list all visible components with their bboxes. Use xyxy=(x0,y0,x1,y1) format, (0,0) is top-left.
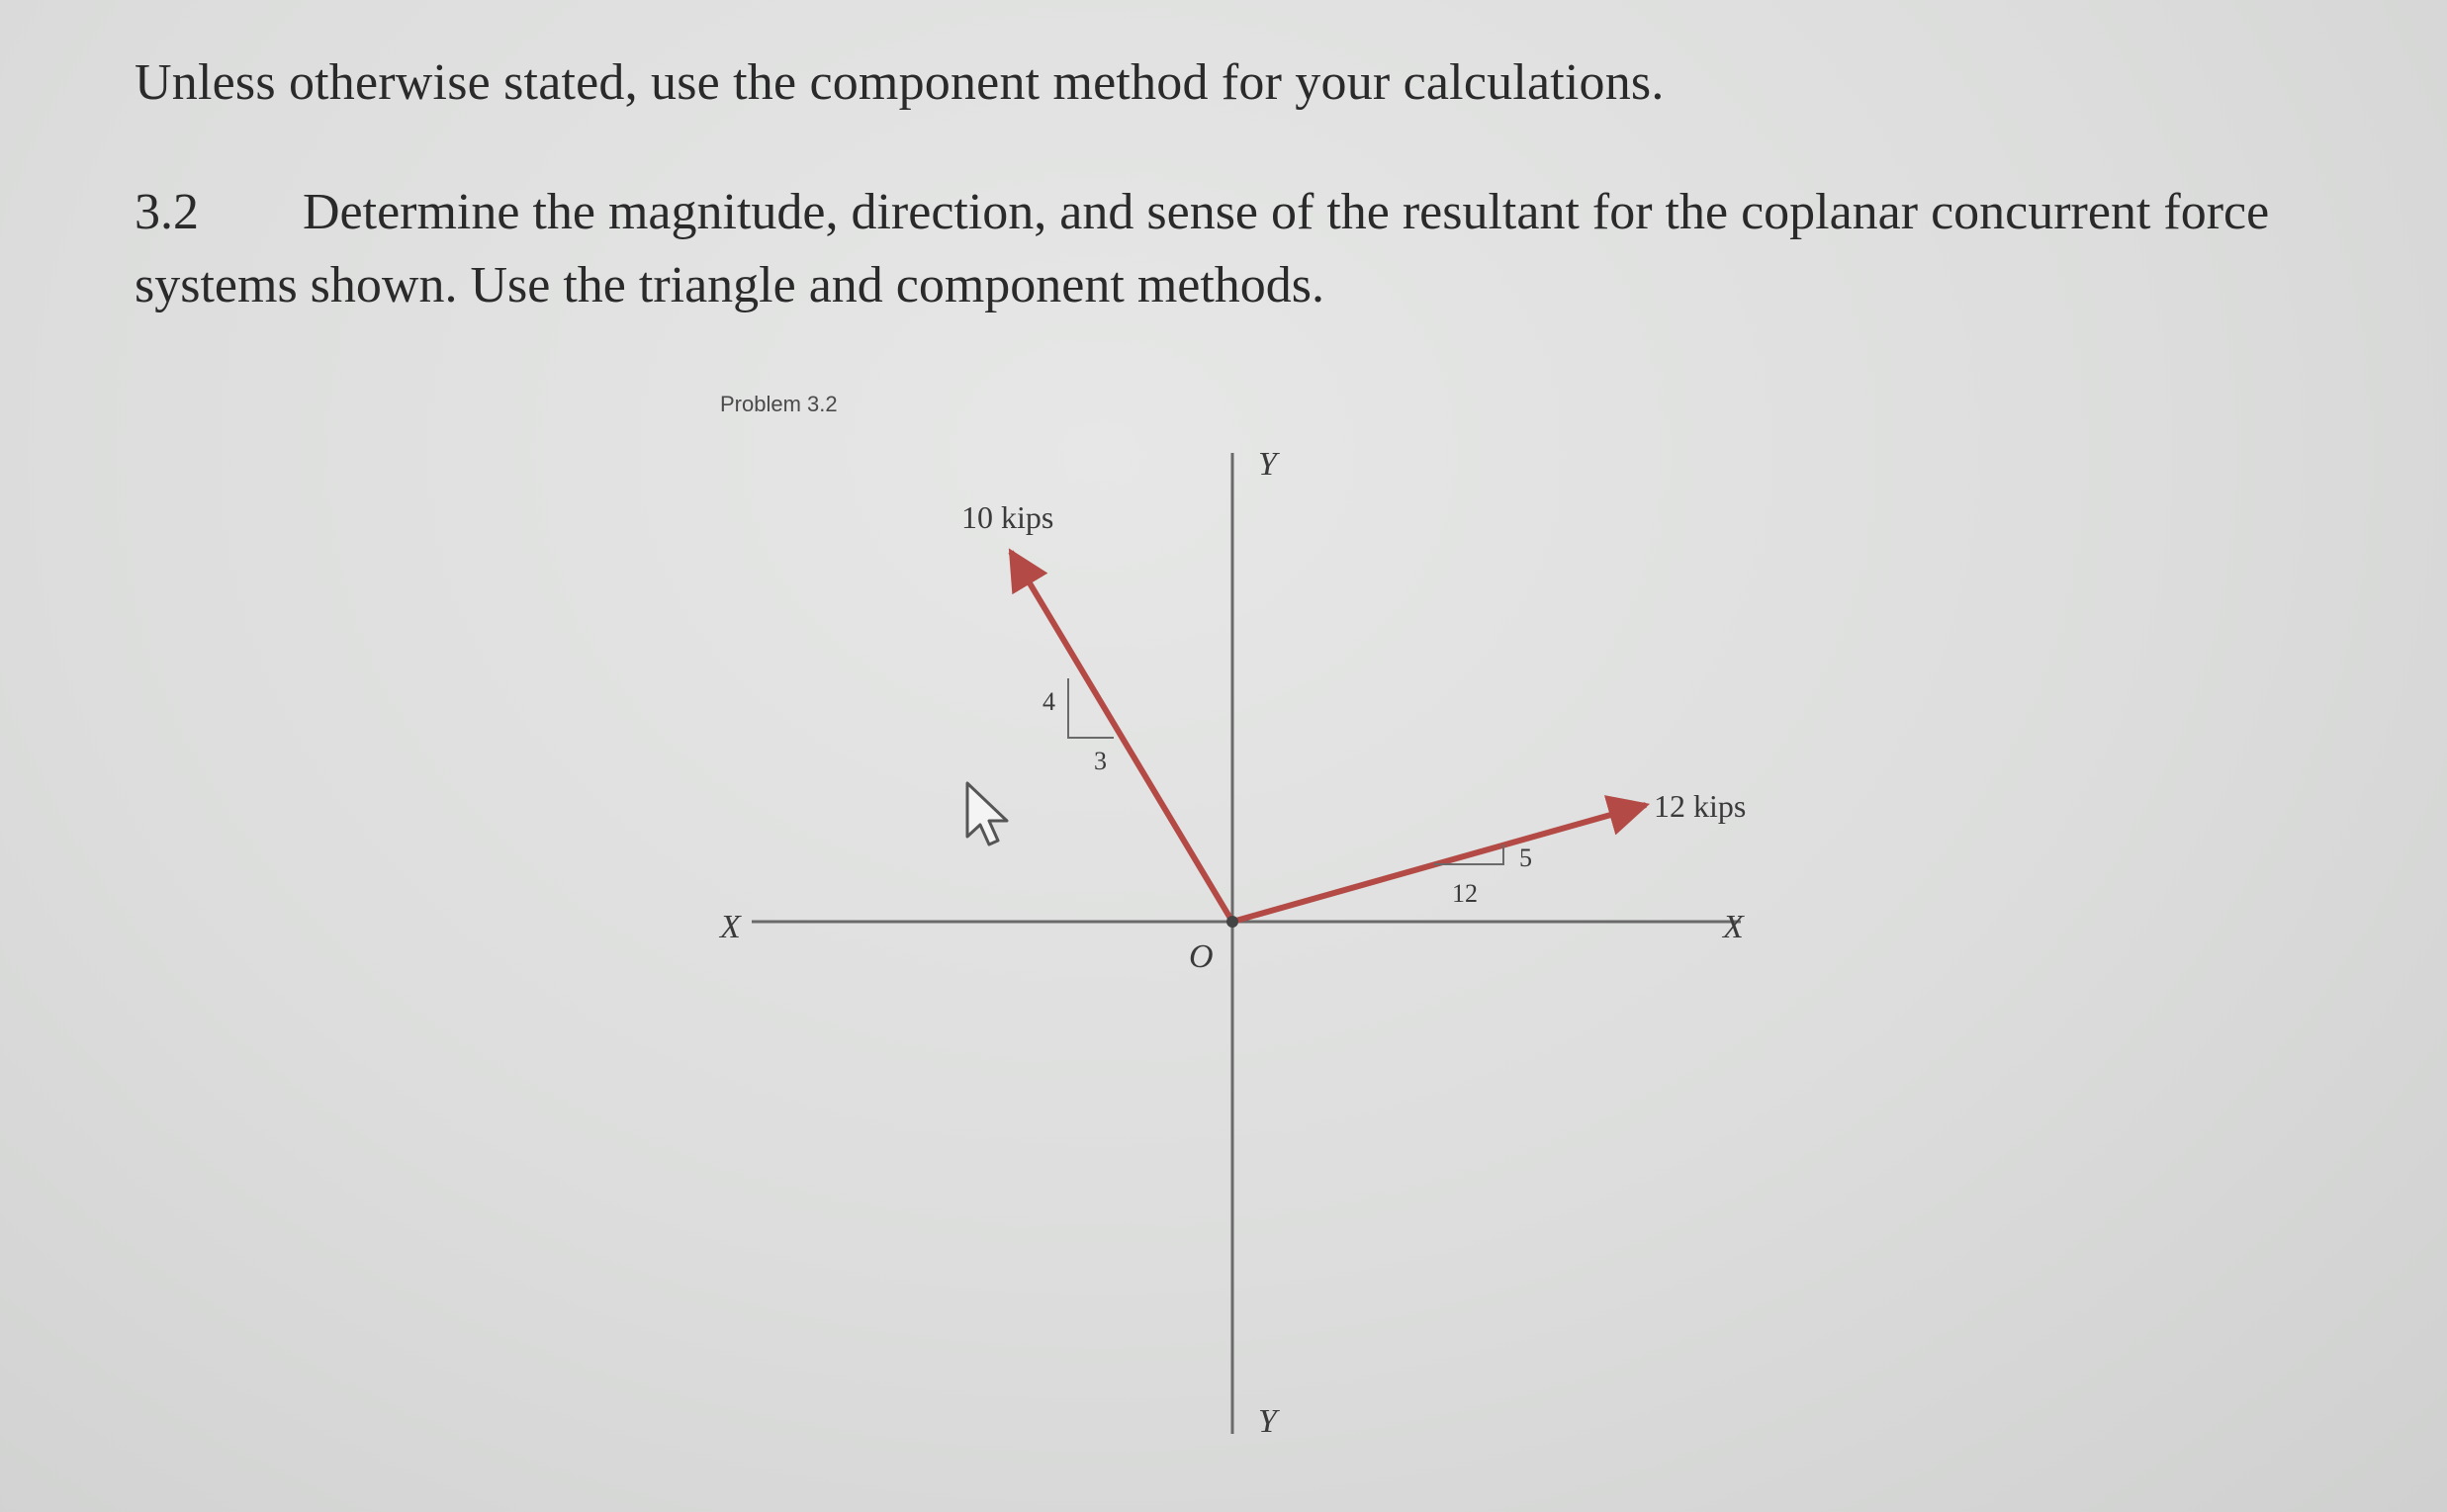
instructions-text: Unless otherwise stated, use the component method for your calculations. xyxy=(135,54,1665,111)
force-10-kips-arrow xyxy=(1011,552,1232,922)
problem-number: 3.2 xyxy=(135,184,199,240)
force-12-kips-label: 12 kips xyxy=(1654,788,1747,824)
force-12-slope-run: 12 xyxy=(1452,879,1478,908)
origin-point xyxy=(1226,916,1238,928)
x-axis-right-label: X xyxy=(1723,909,1744,945)
force-10-slope-rise: 4 xyxy=(1042,687,1055,716)
force-10-slope-run: 3 xyxy=(1094,747,1107,775)
x-axis-left-label: X xyxy=(720,909,741,945)
y-axis-bottom-label: Y xyxy=(1258,1403,1277,1440)
origin-label: O xyxy=(1189,938,1214,975)
force-10-kips-label: 10 kips xyxy=(961,499,1054,535)
mouse-cursor-icon xyxy=(967,783,1007,845)
force-12-slope-rise: 5 xyxy=(1519,844,1532,872)
y-axis-top-label: Y xyxy=(1258,446,1277,483)
problem-text: Determine the magnitude, direction, and sense of the resultant for the coplanar concurrent force systems shown. Use the triangle and component methods. xyxy=(135,184,2270,313)
figure-caption: Problem 3.2 xyxy=(720,392,838,416)
